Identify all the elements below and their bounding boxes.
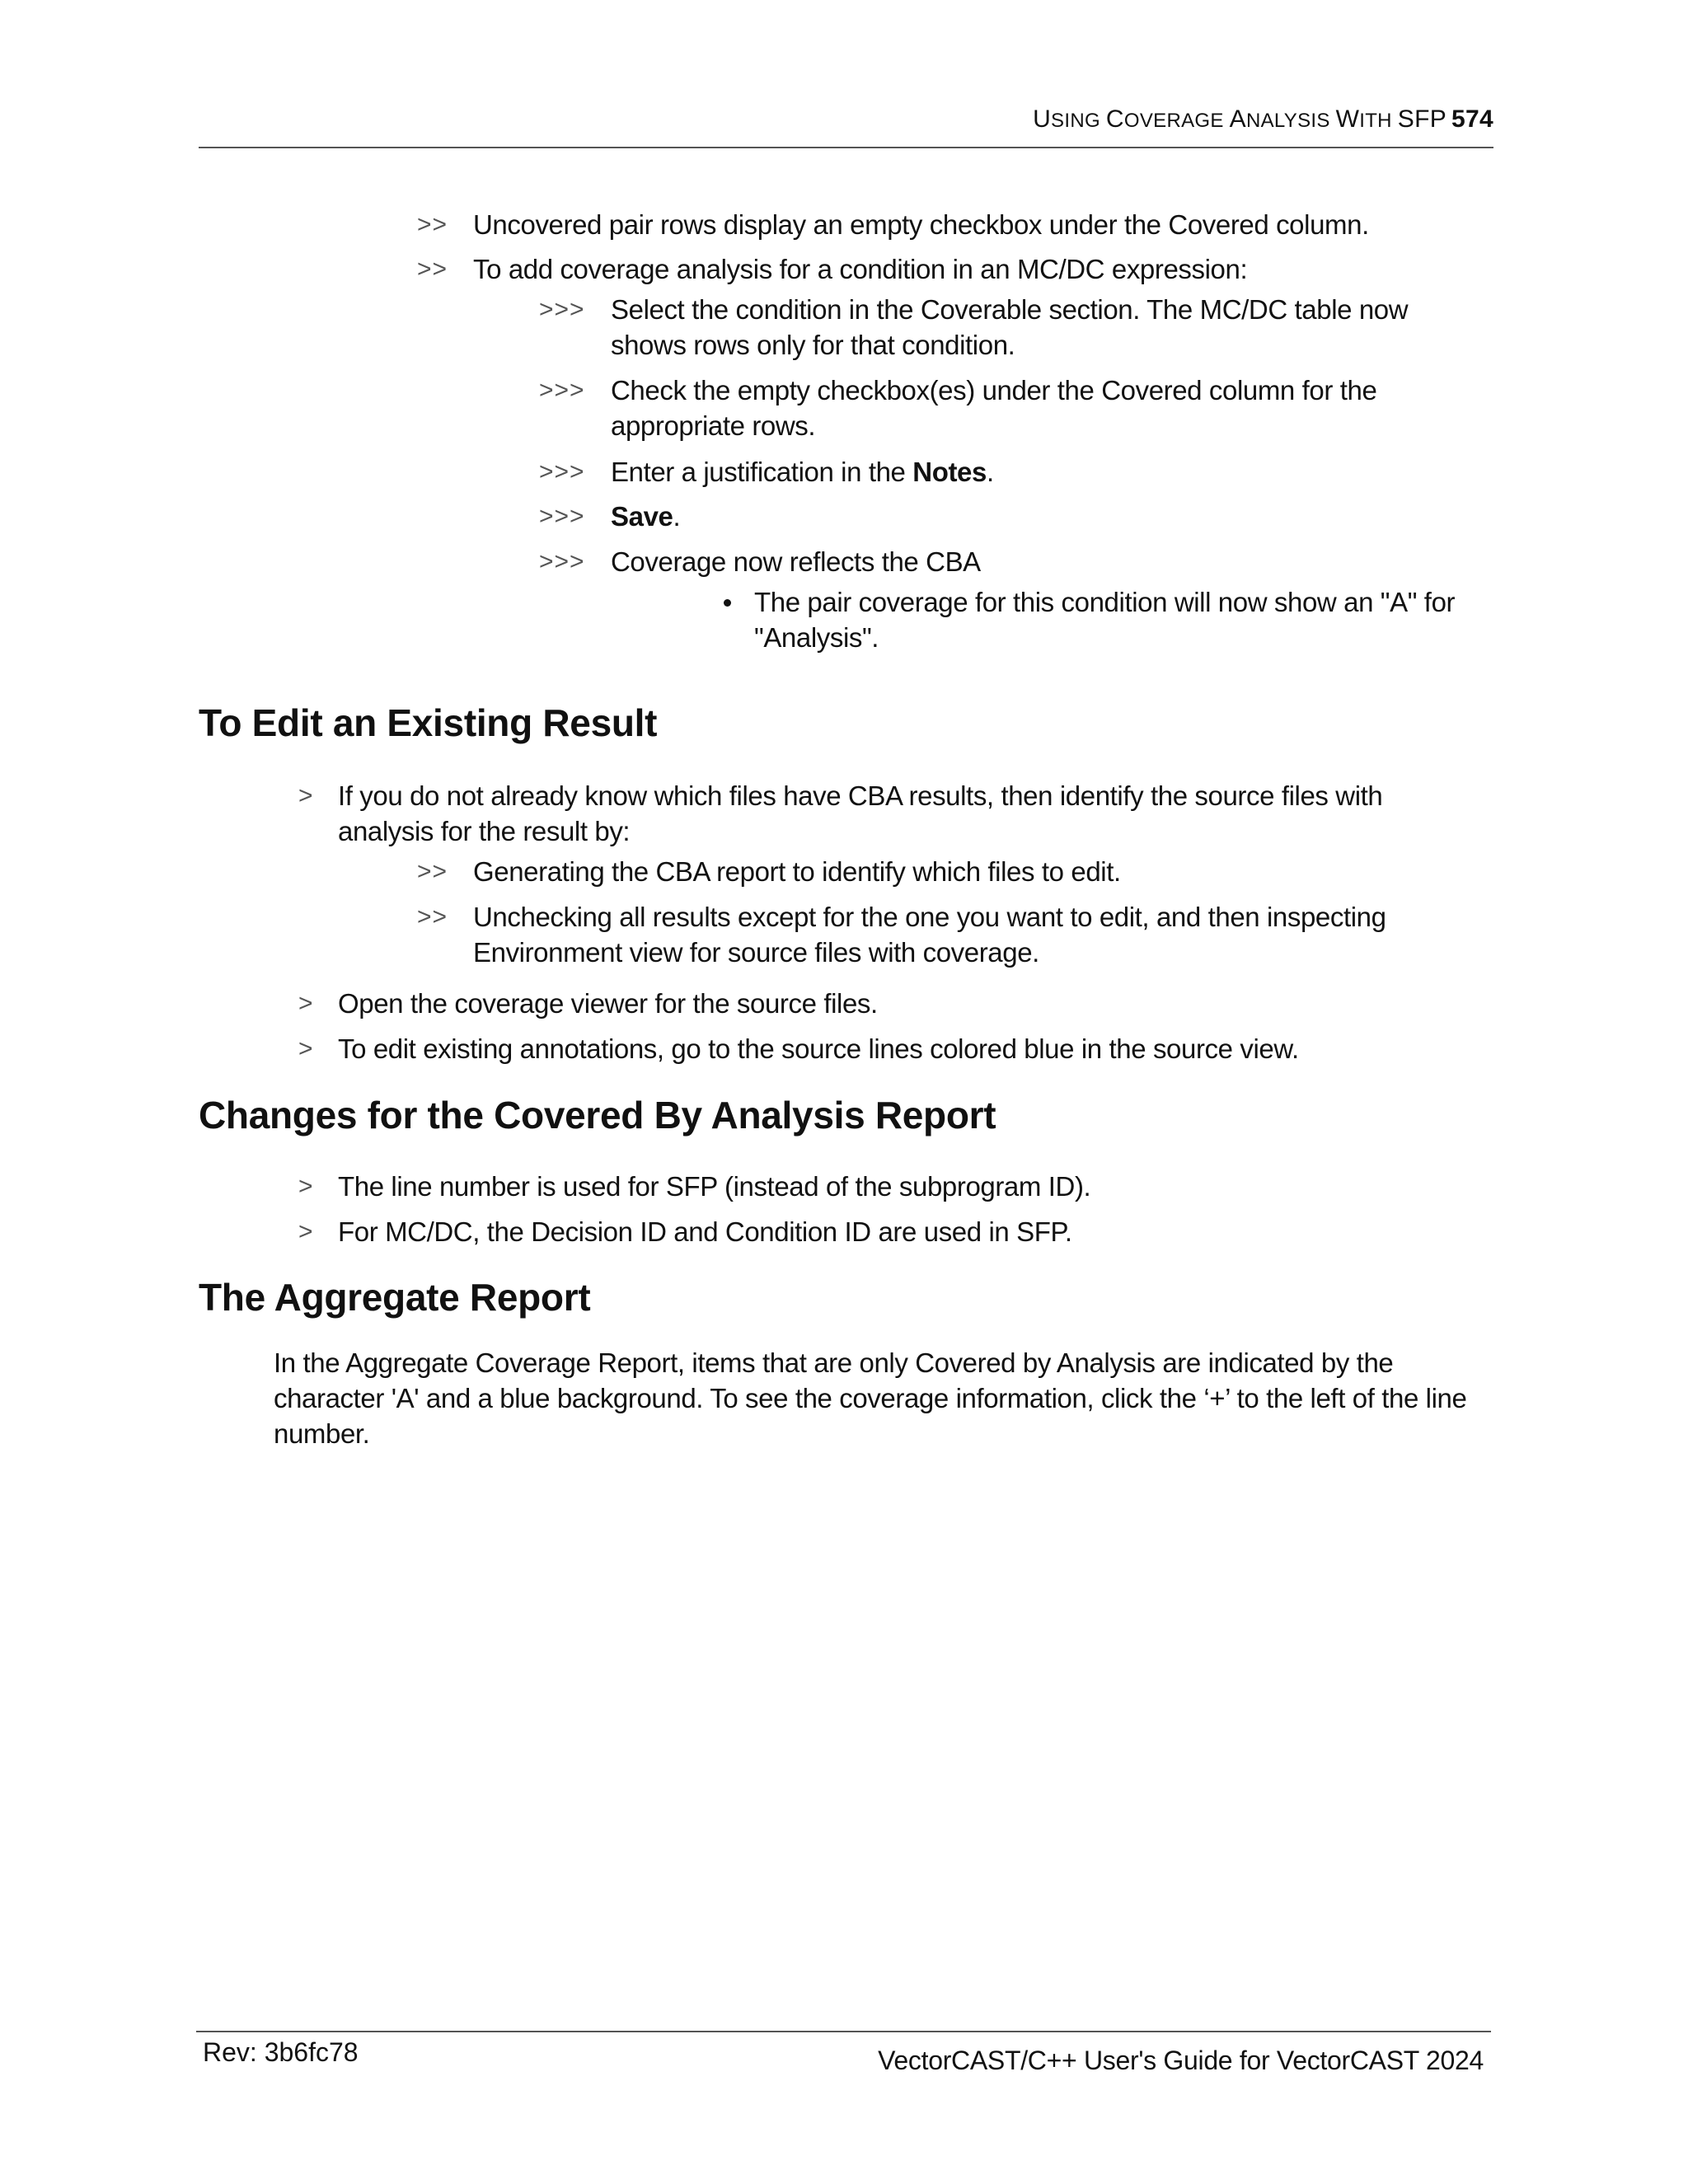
footer-rule xyxy=(196,2031,1491,2032)
notes-label: Notes xyxy=(912,457,987,487)
section-heading: To Edit an Existing Result xyxy=(199,701,658,744)
title-part: ITH xyxy=(1359,110,1398,132)
title-part: NALYSIS xyxy=(1245,110,1336,132)
title-part: A xyxy=(1229,105,1246,133)
save-label: Save xyxy=(611,501,673,532)
running-title xyxy=(1033,105,1493,134)
title-part: OVERAGE xyxy=(1123,110,1230,132)
guide-title: VectorCAST/C++ User's Guide for VectorCAST 2024 xyxy=(878,2046,1484,2075)
title-part: U xyxy=(1033,105,1052,133)
bullet-icon xyxy=(724,599,731,607)
page-number: 574 xyxy=(1451,105,1493,133)
section-heading: Changes for the Covered By Analysis Report xyxy=(199,1094,996,1137)
section-heading: The Aggregate Report xyxy=(199,1276,591,1319)
list-marker: >> xyxy=(417,211,448,238)
title-part: SING xyxy=(1051,110,1106,132)
title-part: SFP xyxy=(1397,105,1447,133)
title-part: W xyxy=(1335,105,1360,133)
page-header xyxy=(199,105,1493,148)
revision-label: Rev: 3b6fc78 xyxy=(203,2037,359,2067)
title-part: C xyxy=(1105,105,1124,133)
aggregate-paragraph: In the Aggregate Coverage Report, items that are only Covered by Analysis are indicated by the character 'A' and a blue background. To see the coverage information, click the ‘+’ to the left of the line number. xyxy=(274,1347,1467,1449)
